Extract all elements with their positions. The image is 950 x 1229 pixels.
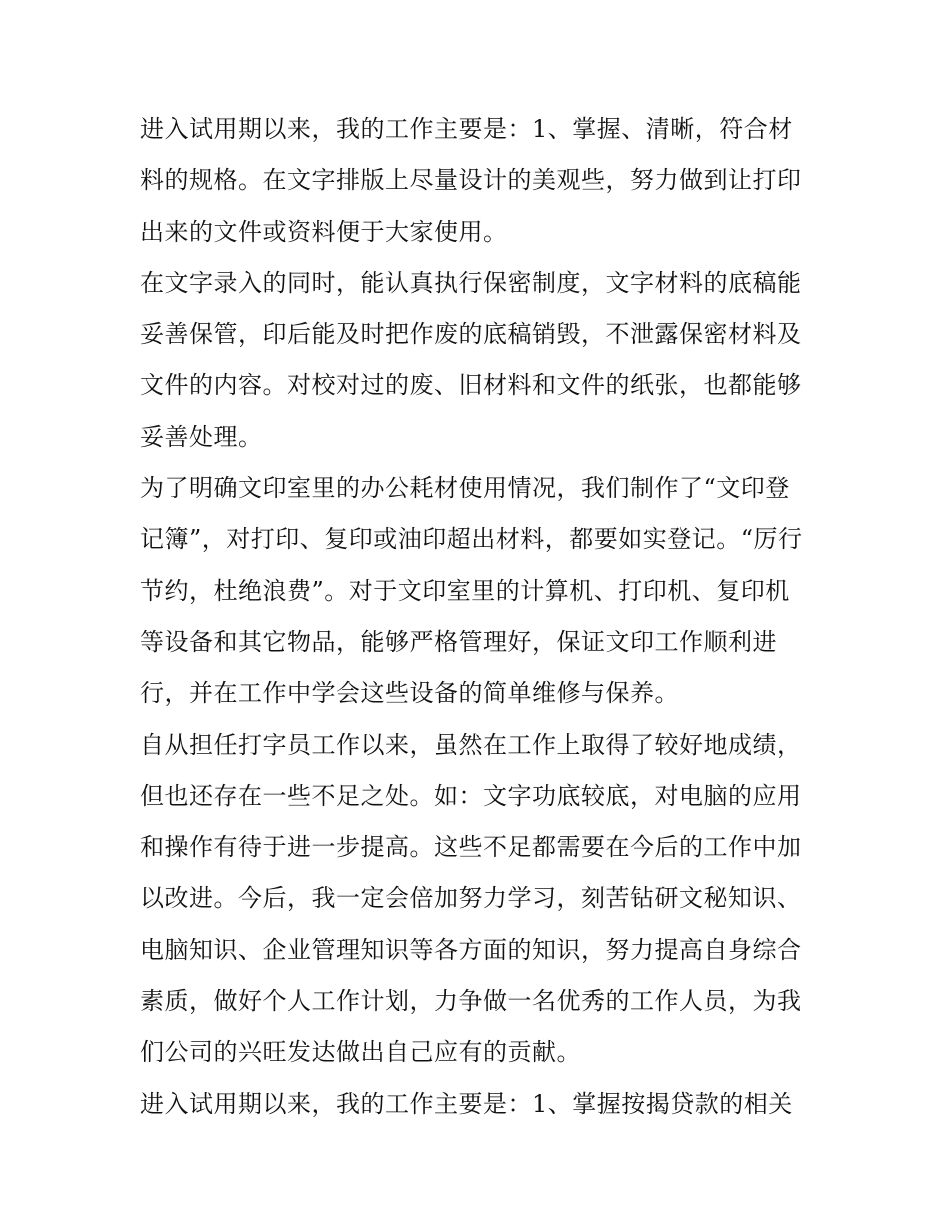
text-line: 以改进。今后，我一定会倍加努力学习，刻苦钻研文秘知识、 [140,884,802,913]
text-line: 自从担任打字员工作以来，虽然在工作上取得了较好地成绩， [140,730,802,759]
text-line: 节约，杜绝浪费”。对于文印室里的计算机、打印机、复印机 [140,576,790,605]
text-line: 文件的内容。对校对过的废、旧材料和文件的纸张，也都能够 [140,371,802,400]
text-line: 行，并在工作中学会这些设备的简单维修与保养。 [140,679,679,708]
text-line: 等设备和其它物品，能够严格管理好，保证文印工作顺利进 [140,627,777,656]
text-line: 记簿”，对打印、复印或油印超出材料，都要如实登记。“厉行 [140,525,803,554]
text-line: 进入试用期以来，我的工作主要是：1、掌握、清晰，符合材 [140,115,793,143]
text-line: 进入试用期以来，我的工作主要是：1、掌握按揭贷款的相关 [140,1089,793,1118]
text-line: 在文字录入的同时，能认真执行保密制度，文字材料的底稿能 [140,268,802,297]
document-body [140,104,812,1130]
text-line: 妥善处理。 [140,422,263,451]
text-line: 素质，做好个人工作计划，力争做一名优秀的工作人员，为我 [140,987,802,1016]
text-line: 妥善保管，印后能及时把作废的底稿销毁，不泄露保密材料及 [140,320,802,349]
text-line: 电脑知识、企业管理知识等各方面的知识，努力提高自身综合 [140,935,802,964]
text-line: 们公司的兴旺发达做出自己应有的贡献。 [140,1038,581,1067]
text-line: 出来的文件或资料便于大家使用。 [140,217,508,246]
text-line: 为了明确文印室里的办公耗材使用情况，我们制作了“文印登 [140,474,790,503]
text-line: 和操作有待于进一步提高。这些不足都需要在今后的工作中加 [140,833,802,862]
text-line: 料的规格。在文字排版上尽量设计的美观些，努力做到让打印 [140,166,802,195]
text-line: 但也还存在一些不足之处。如：文字功底较底，对电脑的应用 [140,781,802,810]
